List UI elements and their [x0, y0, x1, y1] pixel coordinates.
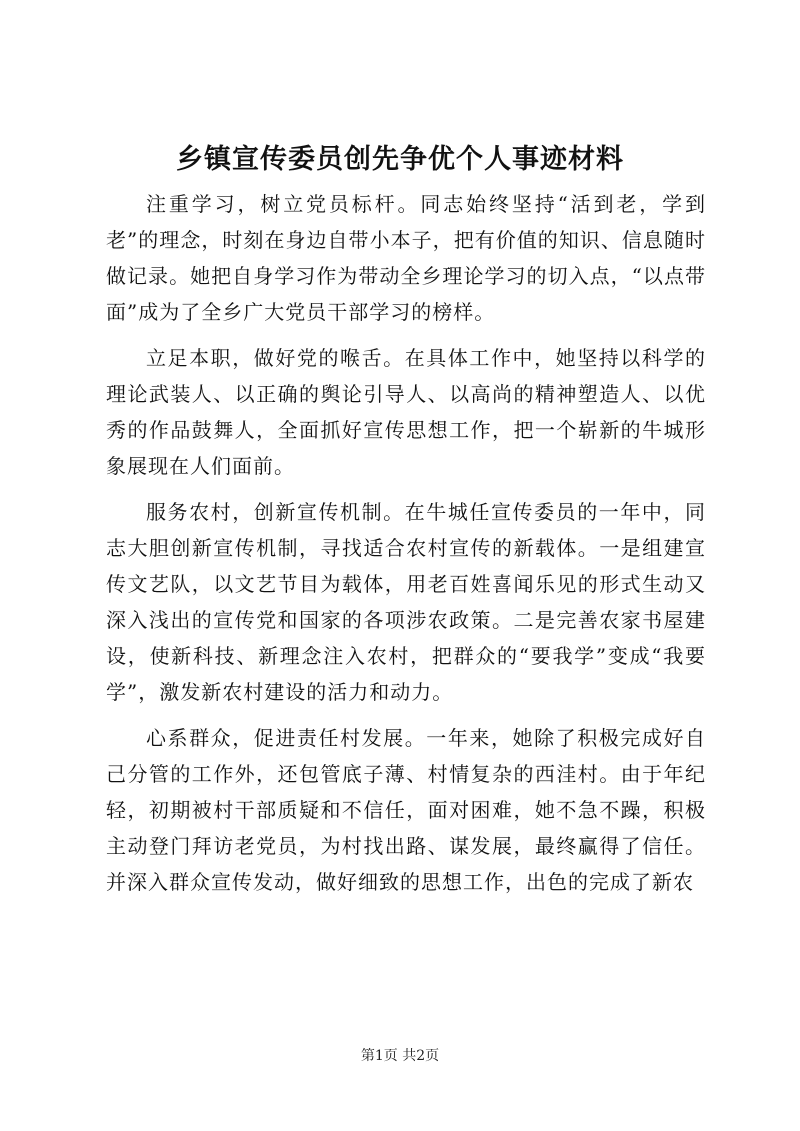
page-number-footer: 第1页 共2页	[360, 1048, 440, 1064]
paragraph-masses: 心系群众，促进责任村发展。一年来，她除了积极完成好自己分管的工作外，还包管底子薄、村情复杂的西洼村。由于年纪轻，初期被村干部质疑和不信任，面对困难，她不急不躁，积极主动登门拜访老党员，为村找出路、谋发展，最终赢得了信任。并深入群众宣传发动，做好细致的思想工作，出色的完成了新农	[106, 726, 706, 894]
document-title: 乡镇宣传委员创先争优个人事迹材料	[176, 144, 624, 175]
paragraph-study: 注重学习，树立党员标杆。同志始终坚持“活到老，学到老”的理念，时刻在身边自带小本子，把有价值的知识、信息随时做记录。她把自身学习作为带动全乡理论学习的切入点，“以点带面”成为了全乡广大党员干部学习的榜样。	[106, 192, 706, 324]
paragraph-duty: 立足本职，做好党的喉舌。在具体工作中，她坚持以科学的理论武装人、以正确的舆论引导人、以高尚的精神塑造人、以优秀的作品鼓舞人，全面抓好宣传思想工作，把一个崭新的牛城形象展现在人们面前。	[106, 346, 706, 478]
paragraph-rural-service: 服务农村，创新宣传机制。在牛城任宣传委员的一年中，同志大胆创新宣传机制，寻找适合农村宣传的新载体。一是组建宣传文艺队，以文艺节目为载体，用老百姓喜闻乐见的形式生动又深入浅出的宣传党和国家的各项涉农政策。二是完善农家书屋建设，使新科技、新理念注入农村，把群众的“要我学”变成“我要学”，激发新农村建设的活力和动力。	[106, 500, 706, 704]
document-body	[106, 186, 706, 900]
